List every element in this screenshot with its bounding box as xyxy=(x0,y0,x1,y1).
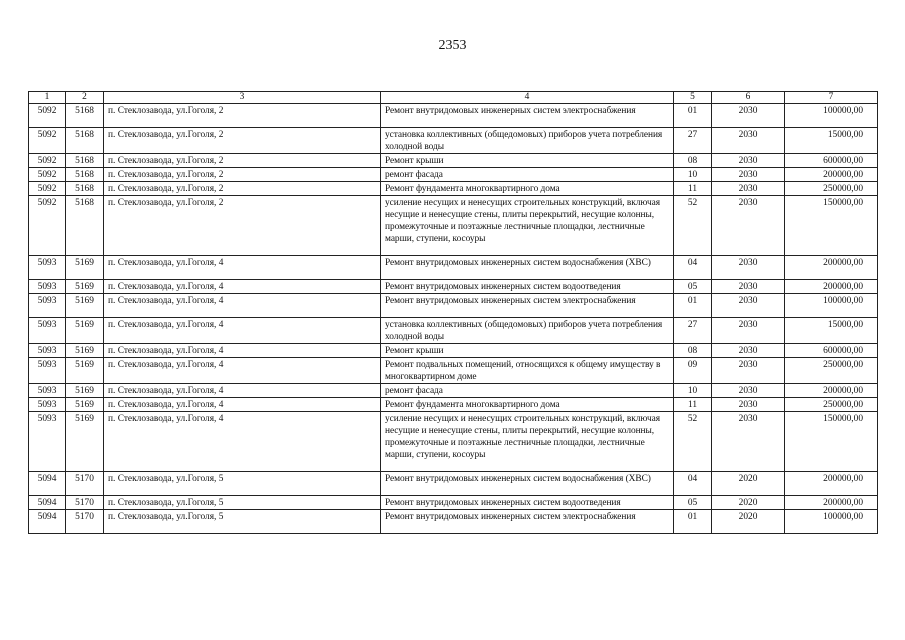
cost-cell: 100000,00 xyxy=(785,294,878,318)
work-code-cell: 01 xyxy=(674,294,712,318)
building-id-cell: 5092 xyxy=(29,128,66,154)
work-type-cell: Ремонт крыши xyxy=(381,344,674,358)
work-code-cell: 52 xyxy=(674,196,712,256)
table-row xyxy=(29,412,878,472)
work-code-cell: 27 xyxy=(674,128,712,154)
work-type-cell: установка коллективных (общедомовых) приборов учета потребления холодной воды xyxy=(381,128,674,154)
object-id-cell: 5169 xyxy=(66,256,104,280)
work-type-cell: ремонт фасада xyxy=(381,168,674,182)
object-id-cell: 5170 xyxy=(66,496,104,510)
table-row xyxy=(29,398,878,412)
work-code-cell: 04 xyxy=(674,256,712,280)
work-code-cell: 09 xyxy=(674,358,712,384)
building-id-cell: 5093 xyxy=(29,294,66,318)
work-code-cell: 08 xyxy=(674,344,712,358)
cost-cell: 200000,00 xyxy=(785,384,878,398)
building-id-cell: 5094 xyxy=(29,496,66,510)
table-row xyxy=(29,168,878,182)
work-type-cell: Ремонт фундамента многоквартирного дома xyxy=(381,182,674,196)
object-id-cell: 5168 xyxy=(66,154,104,168)
year-cell: 2020 xyxy=(712,496,785,510)
year-cell: 2020 xyxy=(712,472,785,496)
building-id-cell: 5093 xyxy=(29,412,66,472)
work-code-cell: 10 xyxy=(674,384,712,398)
object-id-cell: 5170 xyxy=(66,472,104,496)
building-id-cell: 5093 xyxy=(29,344,66,358)
address-cell: п. Стеклозавода, ул.Гоголя, 2 xyxy=(104,168,381,182)
object-id-cell: 5169 xyxy=(66,294,104,318)
cost-cell: 200000,00 xyxy=(785,496,878,510)
work-type-cell: Ремонт крыши xyxy=(381,154,674,168)
column-header: 6 xyxy=(712,92,785,104)
cost-cell: 600000,00 xyxy=(785,344,878,358)
cost-cell: 150000,00 xyxy=(785,412,878,472)
table-row xyxy=(29,358,878,384)
address-cell: п. Стеклозавода, ул.Гоголя, 4 xyxy=(104,256,381,280)
building-id-cell: 5093 xyxy=(29,384,66,398)
table-body xyxy=(29,104,878,534)
work-type-cell: усиление несущих и ненесущих строительных конструкций, включая несущие и ненесущие стены, плиты перекрытий, несущие колонны, промежуточные и поэтажные лестничные площадки, лестничные марши, ступени, косоуры xyxy=(381,196,674,256)
work-type-cell: ремонт фасада xyxy=(381,384,674,398)
address-cell: п. Стеклозавода, ул.Гоголя, 2 xyxy=(104,154,381,168)
page-number: 2353 xyxy=(438,38,467,53)
address-cell: п. Стеклозавода, ул.Гоголя, 4 xyxy=(104,384,381,398)
year-cell: 2030 xyxy=(712,384,785,398)
address-cell: п. Стеклозавода, ул.Гоголя, 4 xyxy=(104,294,381,318)
table-row xyxy=(29,128,878,154)
building-id-cell: 5093 xyxy=(29,358,66,384)
address-cell: п. Стеклозавода, ул.Гоголя, 5 xyxy=(104,496,381,510)
cost-cell: 250000,00 xyxy=(785,358,878,384)
object-id-cell: 5169 xyxy=(66,358,104,384)
work-type-cell: Ремонт внутридомовых инженерных систем водоотведения xyxy=(381,280,674,294)
cost-cell: 200000,00 xyxy=(785,168,878,182)
object-id-cell: 5169 xyxy=(66,412,104,472)
table-header-row xyxy=(29,92,878,104)
year-cell: 2030 xyxy=(712,358,785,384)
table-row xyxy=(29,472,878,496)
address-cell: п. Стеклозавода, ул.Гоголя, 2 xyxy=(104,182,381,196)
year-cell: 2030 xyxy=(712,182,785,196)
work-code-cell: 11 xyxy=(674,182,712,196)
cost-cell: 250000,00 xyxy=(785,398,878,412)
building-id-cell: 5094 xyxy=(29,510,66,534)
column-header: 5 xyxy=(674,92,712,104)
work-code-cell: 04 xyxy=(674,472,712,496)
object-id-cell: 5168 xyxy=(66,196,104,256)
work-code-cell: 52 xyxy=(674,412,712,472)
work-type-cell: Ремонт внутридомовых инженерных систем водоснабжения (ХВС) xyxy=(381,472,674,496)
object-id-cell: 5169 xyxy=(66,398,104,412)
building-id-cell: 5093 xyxy=(29,256,66,280)
building-id-cell: 5092 xyxy=(29,154,66,168)
table-row xyxy=(29,496,878,510)
cost-cell: 250000,00 xyxy=(785,182,878,196)
work-code-cell: 01 xyxy=(674,510,712,534)
table-row xyxy=(29,280,878,294)
building-id-cell: 5093 xyxy=(29,398,66,412)
year-cell: 2030 xyxy=(712,344,785,358)
table-row xyxy=(29,256,878,280)
work-type-cell: Ремонт фундамента многоквартирного дома xyxy=(381,398,674,412)
address-cell: п. Стеклозавода, ул.Гоголя, 4 xyxy=(104,318,381,344)
building-id-cell: 5092 xyxy=(29,182,66,196)
work-type-cell: усиление несущих и ненесущих строительных конструкций, включая несущие и ненесущие стены, плиты перекрытий, несущие колонны, промежуточные и поэтажные лестничные площадки, лестничные марши, ступени, косоуры xyxy=(381,412,674,472)
building-id-cell: 5092 xyxy=(29,104,66,128)
address-cell: п. Стеклозавода, ул.Гоголя, 4 xyxy=(104,280,381,294)
work-type-cell: Ремонт внутридомовых инженерных систем электроснабжения xyxy=(381,510,674,534)
building-id-cell: 5093 xyxy=(29,318,66,344)
column-header: 3 xyxy=(104,92,381,104)
cost-cell: 150000,00 xyxy=(785,196,878,256)
work-code-cell: 10 xyxy=(674,168,712,182)
address-cell: п. Стеклозавода, ул.Гоголя, 4 xyxy=(104,398,381,412)
table-row xyxy=(29,344,878,358)
object-id-cell: 5169 xyxy=(66,280,104,294)
work-code-cell: 08 xyxy=(674,154,712,168)
column-header: 2 xyxy=(66,92,104,104)
year-cell: 2020 xyxy=(712,510,785,534)
work-code-cell: 11 xyxy=(674,398,712,412)
object-id-cell: 5168 xyxy=(66,168,104,182)
column-header: 4 xyxy=(381,92,674,104)
building-id-cell: 5092 xyxy=(29,196,66,256)
work-code-cell: 05 xyxy=(674,280,712,294)
year-cell: 2030 xyxy=(712,280,785,294)
address-cell: п. Стеклозавода, ул.Гоголя, 4 xyxy=(104,344,381,358)
table-row xyxy=(29,104,878,128)
table-row xyxy=(29,182,878,196)
object-id-cell: 5170 xyxy=(66,510,104,534)
object-id-cell: 5168 xyxy=(66,182,104,196)
work-type-cell: Ремонт внутридомовых инженерных систем электроснабжения xyxy=(381,294,674,318)
year-cell: 2030 xyxy=(712,318,785,344)
cost-cell: 200000,00 xyxy=(785,472,878,496)
work-type-cell: Ремонт внутридомовых инженерных систем водоснабжения (ХВС) xyxy=(381,256,674,280)
table-row xyxy=(29,384,878,398)
address-cell: п. Стеклозавода, ул.Гоголя, 2 xyxy=(104,196,381,256)
work-code-cell: 01 xyxy=(674,104,712,128)
address-cell: п. Стеклозавода, ул.Гоголя, 4 xyxy=(104,358,381,384)
cost-cell: 15000,00 xyxy=(785,128,878,154)
year-cell: 2030 xyxy=(712,294,785,318)
work-type-cell: Ремонт внутридомовых инженерных систем водоотведения xyxy=(381,496,674,510)
object-id-cell: 5168 xyxy=(66,104,104,128)
year-cell: 2030 xyxy=(712,196,785,256)
address-cell: п. Стеклозавода, ул.Гоголя, 4 xyxy=(104,412,381,472)
cost-cell: 100000,00 xyxy=(785,104,878,128)
column-header: 7 xyxy=(785,92,878,104)
year-cell: 2030 xyxy=(712,398,785,412)
address-cell: п. Стеклозавода, ул.Гоголя, 5 xyxy=(104,472,381,496)
object-id-cell: 5169 xyxy=(66,344,104,358)
address-cell: п. Стеклозавода, ул.Гоголя, 2 xyxy=(104,104,381,128)
column-header: 1 xyxy=(29,92,66,104)
work-code-cell: 27 xyxy=(674,318,712,344)
cost-cell: 600000,00 xyxy=(785,154,878,168)
work-registry-table xyxy=(28,91,878,534)
work-type-cell: установка коллективных (общедомовых) приборов учета потребления холодной воды xyxy=(381,318,674,344)
building-id-cell: 5094 xyxy=(29,472,66,496)
building-id-cell: 5093 xyxy=(29,280,66,294)
table-row xyxy=(29,318,878,344)
year-cell: 2030 xyxy=(712,154,785,168)
table-row xyxy=(29,196,878,256)
table-row xyxy=(29,154,878,168)
table-row xyxy=(29,510,878,534)
year-cell: 2030 xyxy=(712,168,785,182)
address-cell: п. Стеклозавода, ул.Гоголя, 2 xyxy=(104,128,381,154)
year-cell: 2030 xyxy=(712,104,785,128)
work-type-cell: Ремонт внутридомовых инженерных систем электроснабжения xyxy=(381,104,674,128)
year-cell: 2030 xyxy=(712,412,785,472)
cost-cell: 200000,00 xyxy=(785,256,878,280)
table-row xyxy=(29,294,878,318)
cost-cell: 200000,00 xyxy=(785,280,878,294)
year-cell: 2030 xyxy=(712,128,785,154)
object-id-cell: 5169 xyxy=(66,318,104,344)
object-id-cell: 5168 xyxy=(66,128,104,154)
work-type-cell: Ремонт подвальных помещений, относящихся к общему имуществу в многоквартирном доме xyxy=(381,358,674,384)
building-id-cell: 5092 xyxy=(29,168,66,182)
work-code-cell: 05 xyxy=(674,496,712,510)
object-id-cell: 5169 xyxy=(66,384,104,398)
year-cell: 2030 xyxy=(712,256,785,280)
address-cell: п. Стеклозавода, ул.Гоголя, 5 xyxy=(104,510,381,534)
cost-cell: 100000,00 xyxy=(785,510,878,534)
cost-cell: 15000,00 xyxy=(785,318,878,344)
